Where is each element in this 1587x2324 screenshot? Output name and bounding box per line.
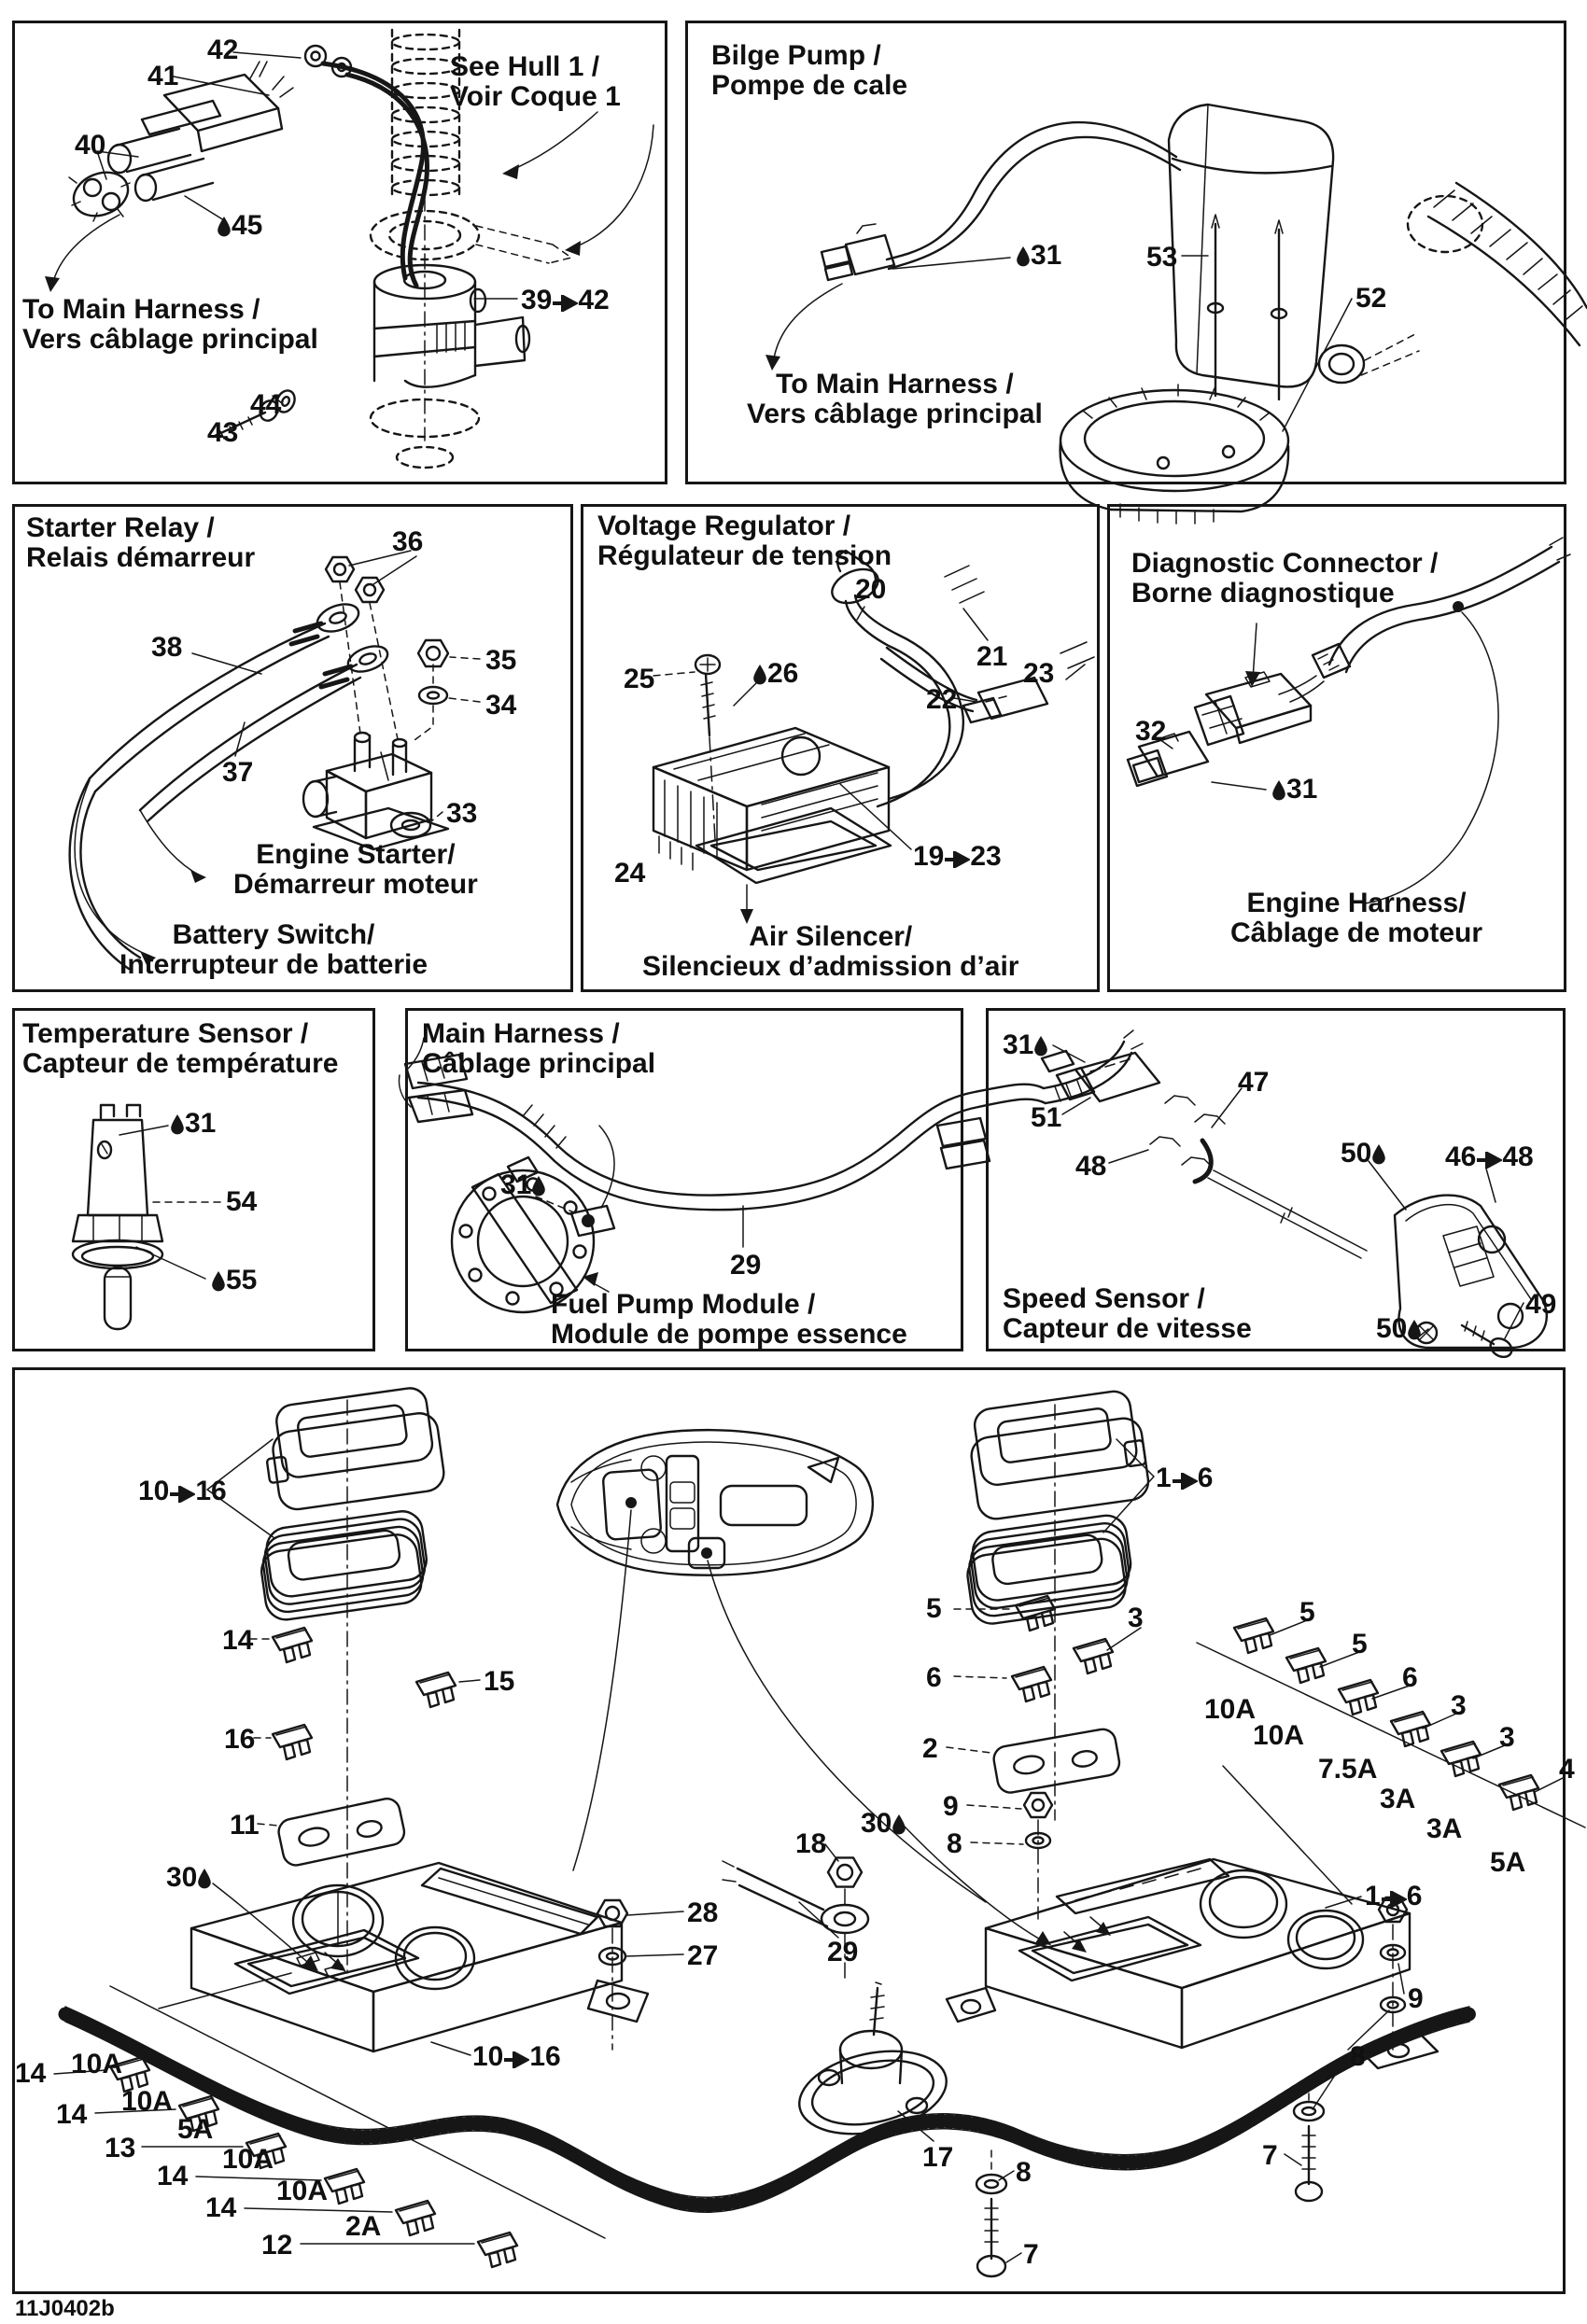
label-note-air-silencer: [642, 922, 1018, 983]
label-callout-21: [976, 642, 1007, 672]
label-callout-41: [147, 62, 178, 91]
fluid-droplet-icon: [531, 1175, 546, 1197]
label-line: Main Harness /: [422, 1018, 620, 1049]
label-callout-49: [1525, 1290, 1556, 1320]
callout-number: 7: [1023, 2239, 1039, 2270]
label-callout-14c: [56, 2100, 87, 2130]
label-callout-50a: [1341, 1139, 1386, 1169]
label-callout-2: [922, 1734, 938, 1764]
label-callout-30b: [861, 1809, 906, 1839]
fluid-droplet-icon: [1271, 779, 1286, 801]
callout-number: 30: [861, 1808, 892, 1839]
label-callout-16: [224, 1725, 255, 1755]
label-callout-7a: [1023, 2240, 1039, 2270]
callout-number: 10A: [1253, 1720, 1305, 1751]
label-callout-6a: [926, 1663, 942, 1693]
label-note-engine-harness: [1230, 889, 1482, 949]
label-callout-5b: [1299, 1598, 1315, 1628]
callout-number: 25: [624, 664, 655, 694]
callout-number: 22: [926, 684, 958, 715]
label-callout-14d: [157, 2162, 188, 2191]
label-amp-10A-3: [222, 2145, 274, 2175]
label-callout-8b: [1350, 2042, 1366, 2072]
callout-number: 31: [1031, 240, 1062, 271]
callout-number: 1: [1156, 1463, 1172, 1493]
fluid-droplet-icon: [170, 1113, 185, 1135]
callout-number: 10A: [222, 2144, 274, 2175]
label-title-main-harness: [422, 1019, 655, 1080]
label-line: Câblage de moteur: [1230, 917, 1483, 949]
callout-number: 2A: [345, 2211, 382, 2242]
label-callout-31-speed: [1003, 1030, 1048, 1060]
label-callout-53: [1146, 243, 1177, 273]
label-amp-10A-5: [1204, 1695, 1256, 1725]
label-callout-29-box: [827, 1938, 858, 1967]
range-arrow-icon: [169, 1486, 195, 1503]
callout-number: 7.5A: [1318, 1754, 1378, 1785]
callout-number: 6: [926, 1662, 942, 1693]
callout-number: 14: [222, 1625, 254, 1656]
callout-number: 3: [1499, 1722, 1515, 1753]
label-callout-37: [222, 758, 253, 788]
fluid-droplet-icon: [211, 1270, 226, 1292]
label-callout-3a: [1128, 1603, 1144, 1633]
callout-number: 6: [1406, 1881, 1423, 1911]
callout-number: 4: [1559, 1754, 1575, 1785]
callout-number: 31: [500, 1169, 532, 1200]
label-callout-52: [1355, 284, 1386, 314]
label-note-battery-switch: [119, 920, 428, 981]
label-callout-9b: [1408, 1984, 1424, 2014]
label-amp-3A-1: [1380, 1785, 1415, 1814]
label-callout-8c: [1016, 2158, 1032, 2188]
label-callout-11: [230, 1811, 260, 1841]
callout-number: 31: [185, 1108, 217, 1139]
label-amp-10A-1: [71, 2050, 122, 2079]
label-callout-27: [687, 1941, 718, 1971]
callout-number: 14: [157, 2161, 189, 2191]
label-note-to-main-harness-b: [747, 370, 1043, 430]
label-line: Relais démarreur: [26, 542, 256, 574]
label-line: Engine Harness/: [1246, 888, 1467, 918]
label-callout-35: [485, 646, 516, 676]
callout-number: 29: [827, 1937, 859, 1967]
callout-number: 50: [1341, 1138, 1372, 1169]
label-callout-22: [926, 685, 957, 715]
label-callout-19-23: [913, 842, 1002, 872]
label-callout-51: [1031, 1103, 1061, 1133]
callout-number: 43: [207, 417, 239, 448]
callout-number: 11: [230, 1810, 260, 1841]
label-amp-7p5A: [1318, 1755, 1377, 1785]
callout-number: 13: [105, 2133, 136, 2163]
callout-number: 5A: [1490, 1847, 1526, 1878]
label-amp-10A-2: [121, 2087, 173, 2117]
label-callout-10-16-a: [138, 1477, 227, 1506]
label-callout-31-temp: [170, 1109, 216, 1139]
label-line: Bilge Pump /: [711, 40, 881, 71]
fluid-droplet-icon: [892, 1813, 906, 1835]
callout-number: 7: [1262, 2140, 1278, 2171]
label-amp-5A-1: [177, 2115, 213, 2145]
label-line: To Main Harness /: [22, 294, 260, 325]
label-callout-28: [687, 1898, 718, 1928]
callout-number: 49: [1525, 1289, 1557, 1320]
callout-number: 9: [943, 1791, 959, 1822]
fluid-droplet-icon: [1407, 1319, 1422, 1340]
label-callout-3c: [1499, 1723, 1515, 1753]
label-callout-31-diag: [1271, 775, 1317, 805]
callout-number: 23: [1023, 658, 1055, 689]
label-line: Fuel Pump Module /: [551, 1289, 816, 1320]
callout-number: 10: [138, 1476, 170, 1506]
label-callout-26: [752, 659, 798, 689]
callout-number: 16: [529, 2041, 561, 2072]
label-callout-10-16-b: [472, 2042, 561, 2072]
drawing-code: 11J0402b: [15, 2296, 115, 2321]
callout-number: 8: [947, 1828, 962, 1859]
callout-number: 31: [1286, 774, 1318, 805]
label-callout-18: [795, 1829, 826, 1859]
callout-number: 18: [795, 1828, 827, 1859]
callout-number: 17: [922, 2142, 954, 2173]
callout-number: 1: [1365, 1881, 1381, 1911]
callout-number: 37: [222, 757, 254, 788]
label-callout-43: [207, 418, 238, 448]
label-amp-10A-6: [1253, 1721, 1304, 1751]
label-amp-5A-2: [1490, 1848, 1525, 1878]
callout-number: 53: [1146, 242, 1178, 273]
range-arrow-icon: [503, 2051, 529, 2068]
callout-number: 39: [521, 285, 553, 315]
label-callout-38: [151, 633, 182, 663]
label-callout-29-harness: [730, 1251, 761, 1281]
label-note-fuel-pump: [551, 1290, 907, 1351]
fluid-droplet-icon: [1371, 1143, 1386, 1165]
callout-number: 6: [1197, 1463, 1214, 1493]
label-line: Battery Switch/: [172, 919, 375, 950]
label-callout-40: [75, 131, 105, 161]
label-line: Démarreur moteur: [233, 869, 478, 901]
callout-number: 34: [485, 690, 517, 721]
label-callout-33: [446, 799, 477, 829]
label-line: Pompe de cale: [711, 70, 908, 102]
label-line: Engine Starter/: [256, 839, 456, 870]
label-line: To Main Harness /: [776, 369, 1014, 399]
label-callout-14b: [15, 2059, 46, 2089]
label-callout-5a: [926, 1594, 942, 1624]
label-callout-4: [1559, 1755, 1575, 1785]
label-callout-31-harness: [500, 1170, 546, 1200]
range-arrow-icon: [944, 851, 970, 868]
callout-number: 27: [687, 1940, 719, 1971]
label-line: Câblage principal: [422, 1048, 656, 1080]
range-arrow-icon: [1476, 1152, 1502, 1169]
callout-number: 42: [578, 285, 610, 315]
label-note-to-main-harness-a: [22, 295, 318, 356]
callout-number: 10A: [121, 2086, 174, 2117]
callout-number: 33: [446, 798, 478, 829]
callout-number: 52: [1355, 283, 1387, 314]
label-callout-13: [105, 2134, 135, 2163]
fluid-droplet-icon: [197, 1868, 212, 1889]
callout-number: 48: [1502, 1141, 1534, 1172]
label-callout-50b: [1376, 1314, 1422, 1344]
label-line: Diagnostic Connector /: [1131, 548, 1439, 579]
label-callout-48: [1075, 1152, 1106, 1182]
callout-number: 14: [15, 2058, 47, 2089]
callout-number: 30: [166, 1862, 198, 1893]
label-title-temperature-sensor: [22, 1019, 338, 1080]
callout-number: 44: [250, 389, 282, 420]
label-callout-31-bilge: [1016, 241, 1061, 271]
callout-number: 14: [56, 2099, 88, 2130]
fluid-droplet-icon: [1016, 245, 1031, 267]
label-callout-1-6-a: [1156, 1463, 1213, 1493]
label-callout-45: [217, 211, 262, 241]
label-amp-10A-4: [276, 2177, 328, 2206]
label-callout-34: [485, 691, 516, 721]
label-amp-3A-2: [1426, 1814, 1462, 1844]
callout-number: 10A: [276, 2176, 329, 2206]
callout-number: 16: [224, 1724, 256, 1755]
callout-number: 3A: [1426, 1813, 1463, 1844]
callout-number: 8: [1350, 2041, 1366, 2072]
label-line: Borne diagnostique: [1131, 578, 1395, 609]
callout-number: 45: [232, 210, 263, 241]
label-callout-23: [1023, 659, 1054, 689]
fluid-droplet-icon: [752, 664, 767, 685]
callout-number: 3: [1451, 1690, 1467, 1721]
label-line: Voltage Regulator /: [597, 511, 851, 541]
callout-number: 20: [855, 574, 887, 605]
callout-number: 55: [226, 1265, 258, 1295]
label-line: Silencieux d’admission d’air: [642, 951, 1019, 983]
label-callout-5c: [1352, 1630, 1368, 1659]
label-title-diagnostic-connector: [1131, 549, 1438, 609]
label-callout-30a: [166, 1863, 212, 1893]
callout-number: 5: [926, 1593, 942, 1624]
label-callout-39-42: [521, 286, 610, 315]
callout-number: 36: [392, 526, 424, 557]
label-line: See Hull 1 /: [450, 51, 600, 82]
callout-number: 31: [1003, 1029, 1034, 1060]
label-title-speed-sensor: [1003, 1284, 1252, 1345]
label-note-see-hull: [450, 52, 621, 113]
label-callout-9a: [943, 1792, 959, 1822]
label-callout-12: [261, 2231, 292, 2261]
label-line: Temperature Sensor /: [22, 1018, 309, 1049]
callout-number: 10: [472, 2041, 504, 2072]
callout-number: 29: [730, 1250, 762, 1281]
callout-number: 26: [767, 658, 799, 689]
label-callout-47: [1238, 1068, 1269, 1098]
callout-number: 23: [970, 841, 1002, 872]
label-line: Starter Relay /: [26, 512, 215, 543]
label-line: Capteur de température: [22, 1048, 339, 1080]
label-title-voltage-regulator: [597, 511, 892, 572]
callout-number: 41: [147, 61, 179, 91]
label-callout-20: [855, 575, 886, 605]
callout-number: 51: [1031, 1102, 1062, 1133]
callout-number: 5A: [177, 2114, 214, 2145]
label-title-starter-relay: [26, 513, 255, 574]
callout-number: 10A: [1204, 1694, 1257, 1725]
label-line: Capteur de vitesse: [1003, 1313, 1252, 1345]
callout-number: 10A: [71, 2049, 123, 2079]
label-callout-8a: [947, 1829, 962, 1859]
label-callout-46-48: [1445, 1142, 1534, 1172]
label-title-bilge-pump: [711, 41, 907, 102]
label-line: Speed Sensor /: [1003, 1283, 1205, 1314]
label-callout-25: [624, 665, 654, 694]
callout-number: 2: [922, 1733, 938, 1764]
callout-number: 40: [75, 130, 106, 161]
label-callout-55: [211, 1266, 257, 1295]
callout-number: 48: [1075, 1151, 1107, 1182]
callout-number: 14: [205, 2192, 237, 2223]
callout-number: 9: [1408, 1983, 1424, 2014]
range-arrow-icon: [1381, 1891, 1407, 1908]
callout-number: 35: [485, 645, 517, 676]
callout-number: 21: [976, 641, 1008, 672]
callout-number: 8: [1016, 2157, 1032, 2188]
label-callout-24: [614, 859, 645, 889]
callout-number: 38: [151, 632, 183, 663]
callout-number: 5: [1299, 1597, 1315, 1628]
fluid-droplet-icon: [1033, 1035, 1048, 1057]
label-callout-44: [250, 390, 281, 420]
callout-number: 28: [687, 1897, 719, 1928]
label-callout-36: [392, 527, 423, 557]
label-line: Vers câblage principal: [22, 324, 318, 356]
callout-number: 12: [261, 2230, 293, 2261]
panel-voltage-regulator: [581, 504, 1100, 992]
callout-number: 16: [195, 1476, 227, 1506]
label-callout-32: [1135, 717, 1166, 747]
label-note-engine-starter: [233, 840, 478, 901]
callout-number: 54: [226, 1186, 258, 1217]
label-callout-15: [484, 1667, 514, 1697]
label-callout-6b: [1402, 1663, 1418, 1693]
label-line: Module de pompe essence: [551, 1319, 907, 1351]
callout-number: 24: [614, 858, 646, 889]
label-callout-14a: [222, 1626, 253, 1656]
label-line: Interrupteur de batterie: [119, 949, 428, 981]
label-callout-3b: [1451, 1691, 1467, 1721]
range-arrow-icon: [552, 295, 578, 312]
label-callout-7b: [1262, 2141, 1278, 2171]
callout-number: 3A: [1380, 1784, 1416, 1814]
callout-number: 19: [913, 841, 945, 872]
label-callout-42: [207, 35, 238, 65]
fluid-droplet-icon: [217, 216, 232, 237]
range-arrow-icon: [1172, 1473, 1198, 1490]
label-callout-14e: [205, 2193, 236, 2223]
callout-number: 47: [1238, 1067, 1270, 1098]
callout-number: 32: [1135, 716, 1167, 747]
label-line: Voir Coque 1: [450, 81, 621, 113]
callout-number: 5: [1352, 1629, 1368, 1659]
callout-number: 3: [1128, 1603, 1144, 1633]
label-callout-54: [226, 1187, 257, 1217]
label-callout-1-6-b: [1365, 1882, 1422, 1911]
label-amp-2A: [345, 2212, 381, 2242]
label-line: Air Silencer/: [749, 921, 913, 952]
callout-number: 15: [484, 1666, 515, 1697]
label-callout-17: [922, 2143, 953, 2173]
label-line: Régulateur de tension: [597, 540, 892, 572]
callout-number: 46: [1445, 1141, 1477, 1172]
callout-number: 50: [1376, 1313, 1408, 1344]
callout-number: 42: [207, 35, 239, 65]
label-line: Vers câblage principal: [747, 399, 1043, 430]
callout-number: 6: [1402, 1662, 1418, 1693]
